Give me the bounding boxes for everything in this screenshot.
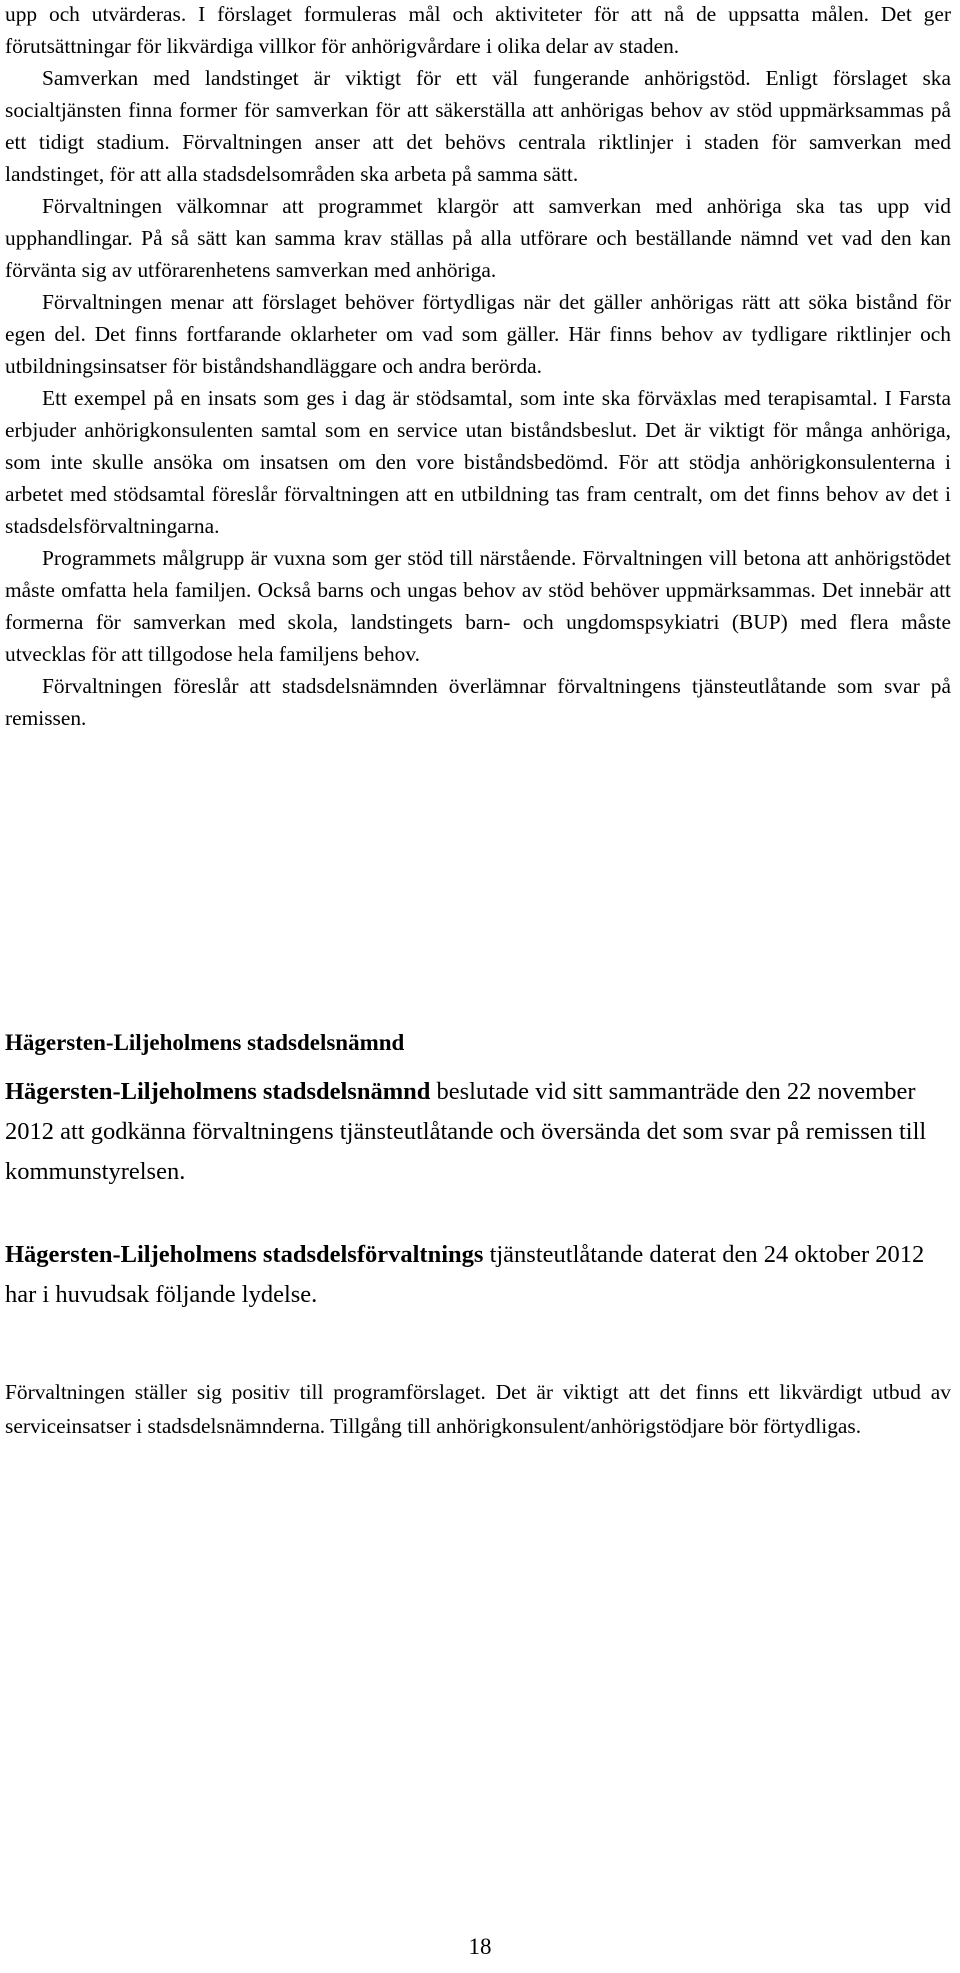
paragraph-7: Förvaltningen föreslår att stadsdelsnämnden överlämnar förvaltningens tjänsteutlåtande som svar på remissen. <box>5 674 951 730</box>
decision-text: beslutade vid sitt sammanträde den 22 november 2012 att godkänna förvaltningens tjänsteutlåtande och översända det som svar på remissen till kommunstyrelsen. <box>5 1078 927 1185</box>
paragraph-1: upp och utvärderas. I förslaget formuleras mål och aktiviteter för att nå de uppsatta målen. Det ger förutsättningar för likvärdiga villkor för anhörigvårdare i olika delar av staden. <box>5 2 951 58</box>
paragraph-5: Ett exempel på en insats som ges i dag är stödsamtal, som inte ska förväxlas med terapisamtal. I Farsta erbjuder anhörigkonsulenten samtal som en service utan biståndsbeslut. Det är viktigt för många anhöriga, som inte skulle ansöka om insatsen om den vore biståndsbedömd. För att stödja anhörigkonsulenterna i arbetet med stödsamtal föreslår förvaltningen att en utbildning tas fram centralt, om det finns behov av det i stadsdelsförvaltningarna. <box>5 386 951 538</box>
section-heading: Hägersten-Liljeholmens stadsdelsnämnd <box>5 1030 405 1055</box>
decision-bold-lead: Hägersten-Liljeholmens stadsdelsnämnd <box>5 1078 431 1105</box>
paragraph-2: Samverkan med landstinget är viktigt för ett väl fungerande anhörigstöd. Enligt förslaget ska socialtjänsten finna former för samverkan för att säkerställa att anhörigas behov av stöd uppmärksammas på ett tidigt stadium. Förvaltningen anser att det behövs centrala riktlinjer i staden för samverkan med landstinget, för att alla stadsdelsområden ska arbeta på samma sätt. <box>5 66 951 186</box>
statement-text: tjänsteutlåtande daterat den 24 oktober 2012 har i huvudsak följande lydelse. <box>5 1241 925 1308</box>
statement-bold-lead: Hägersten-Liljeholmens stadsdelsförvaltnings <box>5 1241 484 1268</box>
paragraph-4: Förvaltningen menar att förslaget behöver förtydligas när det gäller anhörigas rätt att söka bistånd för egen del. Det finns fortfarande oklarheter om vad som gäller. Här finns behov av tydligare riktlinjer och utbildningsinsatser för biståndshandläggare och andra berörda. <box>5 290 951 378</box>
final-paragraph: Förvaltningen ställer sig positiv till programförslaget. Det är viktigt att det finns ett likvärdigt utbud av serviceinsatser i stadsdelsnämnderna. Tillgång till anhörigkonsulent/anhörigstödjare bör förtydligas. <box>5 1380 951 1438</box>
paragraph-6: Programmets målgrupp är vuxna som ger stöd till närstående. Förvaltningen vill betona att anhörigstödet måste omfatta hela familjen. Också barns och ungas behov av stöd behöver uppmärksammas. Det innebär att formerna för samverkan med skola, landstingets barn- och ungdomspsykiatri (BUP) med flera måste utvecklas för att tillgodose hela familjens behov. <box>5 546 951 666</box>
statement-paragraph <box>5 1235 951 1315</box>
paragraph-3: Förvaltningen välkomnar att programmet klargör att samverkan med anhöriga ska tas upp vid upphandlingar. På så sätt kan samma krav ställas på alla utförare och beställande nämnd vet vad den kan förvänta sig av utförarenhetens samverkan med anhöriga. <box>5 194 951 282</box>
page-number: 18 <box>468 1934 492 1959</box>
remiss-body-section <box>5 0 951 734</box>
decision-paragraph <box>5 1072 951 1192</box>
